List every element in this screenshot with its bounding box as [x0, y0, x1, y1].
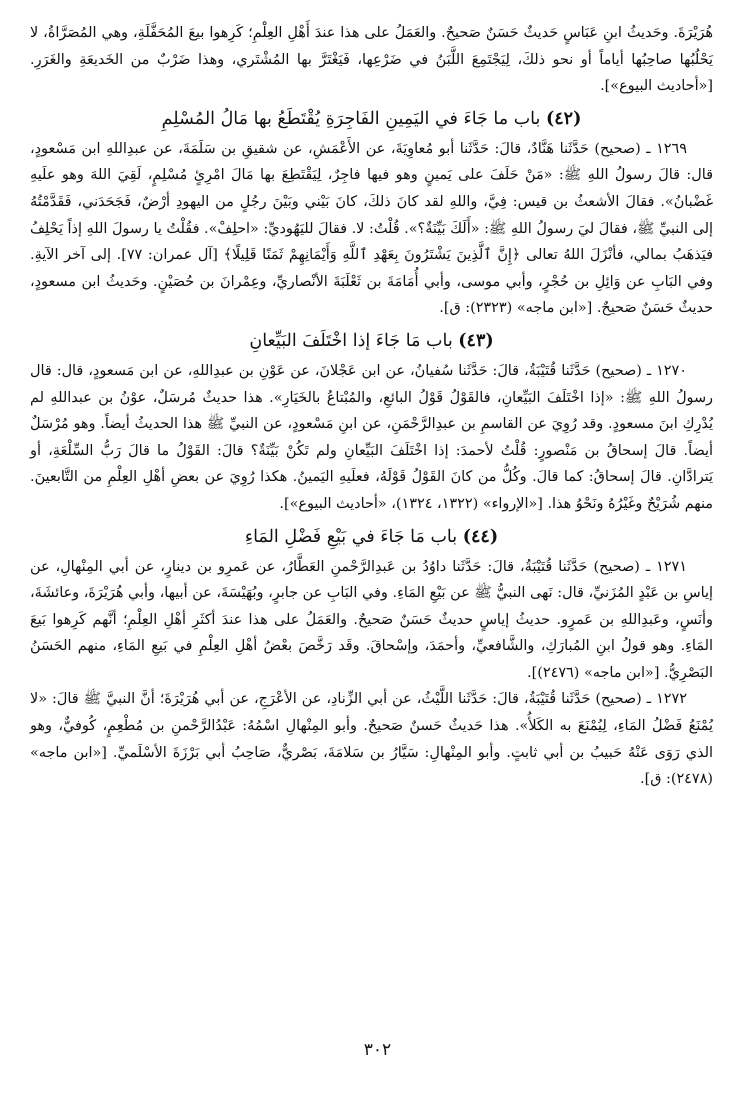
section-number: (٤٢): [545, 108, 582, 129]
hadith-1271: ١٢٧١ ـ (صحيح) حَدَّثَنا قُتَيْبَةُ، قالَ: حَدَّثَنا داوُدُ بن عَبدِالرَّحْمنِ العَطَّارُ، عن عَمرِو بن دينارٍ، عن أبي المِنْهالِ، عن إياسِ بن عَبْدٍ المُزَنيِّ، قال: نَهى النبيُّ ﷺ عن بَيْعِ المَاءِ. وفي البَابِ عن جابرٍ، وبُهَيْسَةَ، عن أبيها، وأبي هُرَيْرَةَ، وعائشَةَ، وأنَسٍ، وعَبدِاللهِ بن عَمرٍو. حديثُ إياسٍ حديثٌ حَسَنٌ صَحيحٌ. والعَمَلُ على هذا عندَ أكثَرِ أهْلِ العِلْمِ؛ أنَّهم كَرِهوا بَيعَ المَاءِ. وهو قولُ ابنِ المُبارَكِ، والشَّافعيِّ، وأحمَدَ، وإسْحاقَ. وقَد رَخَّصَ بعْضُ أهْلِ العِلْمِ في بَيعِ المَاءِ، منهم الحَسَنُ البَصْرِيُّ. [«ابن ماجه» (٢٤٧٦)].: [30, 558, 713, 681]
section-title: باب مَا جَاءَ إذا اخْتَلَفَ البَيِّعانِ: [249, 330, 453, 351]
section-heading-43: [30, 326, 713, 356]
section-heading-44: [30, 522, 713, 552]
section-title: باب مَا جَاءَ في بَيْعِ فَضْلِ المَاءِ: [244, 526, 458, 547]
intro-paragraph: هُرَيْرَةَ. وحَديثُ ابنِ عَبَاسٍ حَديثٌ حَسَنٌ صَحيحٌ. والعَمَلُ على هذا عندَ أَهْلِ العِلْمِ؛ كَرِهوا بيعَ المُحَفَّلَةِ، وهي المُصَرَّاةُ، لا يَحْلُبُها صاحِبُها أياماً أو نحو ذلكَ، لِيَجْتَمِعَ اللَّبَنُ في ضَرْعِها، فَيَغْتَرَّ بها المُشْتَري، وهذا ضَرْبٌ من الخَديعَةِ والغَرَرِ. [«أحاديث البيوع»].: [30, 25, 714, 95]
hadith-1272: ١٢٧٢ ـ (صحيح) حَدَّثَنا قُتَيْبَةُ، قالَ: حَدَّثَنا اللَّيْثُ، عن أبي الزِّنادِ، عن الأعْرَجِ، عن أبي هُرَيْرَةَ؛ أنَّ النبيَّ ﷺ قالَ: «لا يُمْنَعُ فَضْلُ المَاءِ، لِيُمْنَعَ به الكَلأُ». هذا حَديثٌ حَسنٌ صَحيحٌ. وأبو المِنْهالِ اسْمُهُ: عَبْدُالرَّحْمنِ بن مُطْعِمٍ، كُوفيٌّ، وهو الذي رَوَى عَنْهُ حَبيبُ بن أبي ثابتٍ. وأبو المِنْهالِ: سَيَّارُ بن سَلامَةَ، بَصْريٌّ، صَاحِبُ أبي بَرْزَةَ الأسْلَميِّ. [«ابن ماجه» (٢٤٧٨): ق].: [30, 691, 713, 788]
hadith-1269: ١٢٦٩ ـ (صحيح) حَدَّثَنا هَنَّادٌ، قالَ: حَدَّثَنا أبو مُعاوِيَةَ، عن الأَعْمَشِ، عن شقيقِ بن سَلَمَةَ، عن عبدِاللهِ ابن مَسْعودٍ، قال: قالَ رسولُ اللهِ ﷺ: «مَنْ حَلَفَ على يَمينٍ وهو فيها فاجِرٌ، لِيَقْتَطِعَ بها مَالَ امْرِئٍ مُسْلِمٍ، لَقِيَ اللهَ وهو علَيهِ غَضْبانُ». فقالَ الأشعثُ بن قيس: فِيَّ، واللهِ لقد كانَ ذلكَ، كانَ بَيْني وبَيْنَ رجُلٍ من اليهودِ أرْضٌ، فَجَحَدَني، فَقَدَّمْتُهُ إلى النبيِّ ﷺ، فقالَ ليَ رسولُ اللهِ ﷺ: «أَلَكَ بَيِّنَةٌ؟». قُلْتُ: لا. فقالَ لليَهُوديِّ: «احلِفْ». فقُلْتُ يا رسولَ اللهِ إذاً يَحْلِفُ فيَذهَبُ بمالي، فأنْزَلَ اللهُ تعالى ﴿إِنَّ ٱلَّذِينَ يَشْتَرُونَ بِعَهْدِ ٱللَّهِ وَأَيْمَانِهِمْ ثَمَنًا قَلِيلًا﴾ [آل عمران: ٧٧]. إلى آخر الآيةِ. وفي البَابِ عن وَائِلِ بن حُجْرٍ، وأبي موسى، وأبي أُمَامَةَ بن ثَعْلَبَةَ الأنْصاريِّ، وعِمْرانَ بن حُصَيْنٍ. وحَديثُ ابن مسعودٍ، حديثٌ حَسَنٌ صَحيحٌ. [«ابن ماجه» (٢٣٢٣): ق].: [30, 140, 714, 317]
page-number: ٣٠٢: [363, 1040, 392, 1060]
section-number: (٤٤): [462, 526, 499, 547]
section-number: (٤٣): [458, 330, 494, 351]
section-title: باب ما جَاءَ في اليَمِينِ الفَاجِرَةِ يُقْتَطَعُ بها مَالُ المُسْلِمِ: [161, 108, 541, 129]
section-heading-42: [30, 104, 713, 134]
hadith-1270: ١٢٧٠ ـ (صحيح) حَدَّثَنا قُتَيْبَةُ، قالَ: حَدَّثَنا سُفيانُ، عن ابن عَجْلانَ، عن عَوْنِ بن عبدِاللهِ، عن ابن مَسعودٍ، قال: قال رسولُ اللهِ ﷺ: «إذا اخْتَلَفَ البَيِّعانِ، فالقَوْلُ قَوْلُ البائعِ، والمُبْتاعُ بالخَيَارِ». هذا حديثٌ مُرسَلٌ، عوْنُ بن عبداللهِ لم يُدْرِكِ ابنَ مسعودٍ. وقد رُوِيَ عن القاسمِ بن عبدِالرَّحْمَنِ، عن ابنِ مَسْعودٍ، عن النبيِّ ﷺ هذا الحديثُ أيضاً. وهو مُرْسَلٌ أيضاً. قالَ إسحاقُ بن مَنْصورٍ: قُلْتُ لأحمدَ: إذا اخْتَلَفَ البَيِّعانِ ولم تَكُنْ بَيِّنَةٌ؟ قالَ: القَوْلُ ما قالَ رَبُّ السِّلْعَةِ، أو يَترادَّانِ. قالَ إسحاقُ: كما قالَ. وكُلُّ من كانَ القَوْلُ قَوْلَهُ، فعلَيهِ اليَمينُ. هكذا رُوِيَ عن بعضِ أهْلِ العِلْمِ من التَّابعينَ. منهم شُرَيْحٌ وغَيْرُهُ ونَحْوُ هذا. [«الإرواء» (١٣٢٢، ١٣٢٤)، «أحاديث البيوع»].: [30, 362, 713, 512]
